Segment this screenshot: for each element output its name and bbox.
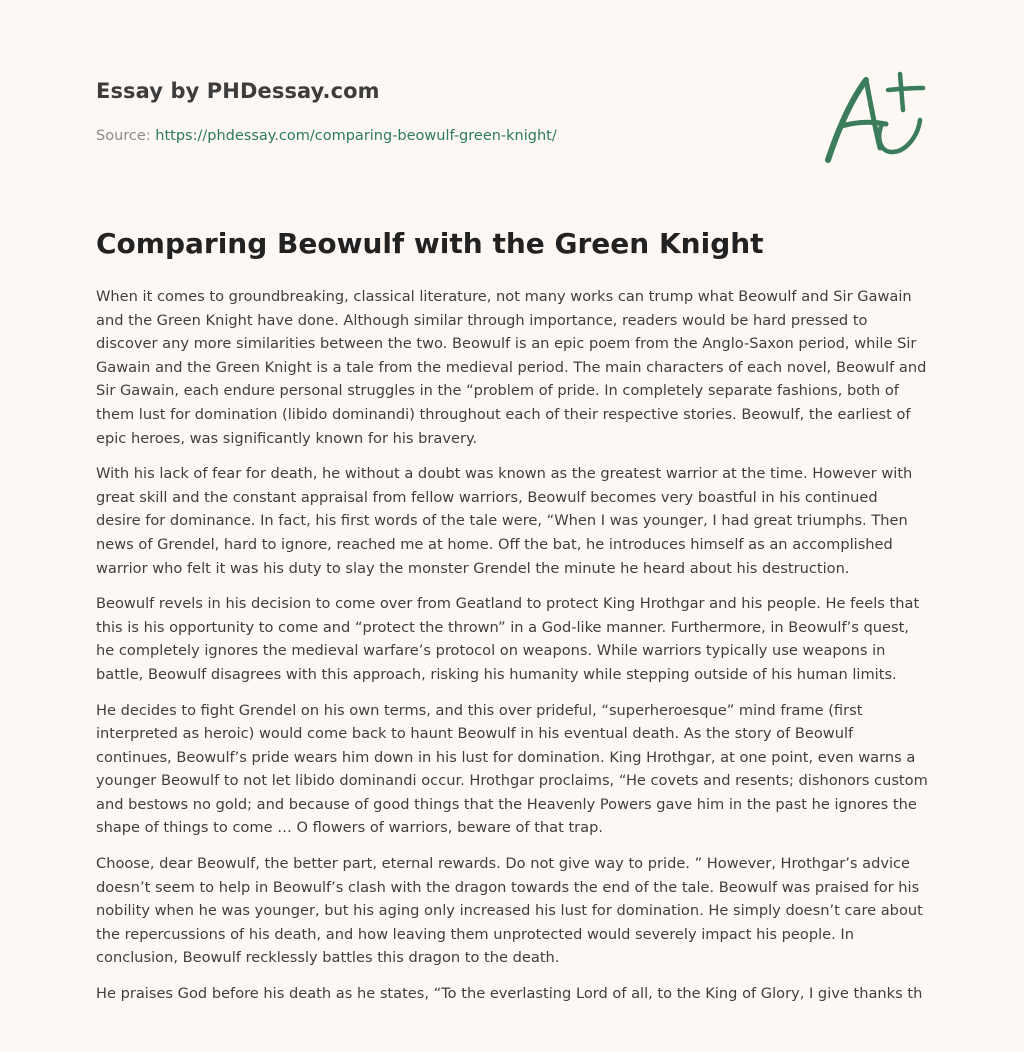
text-line: conclusion, Beowulf recklessly battles this dragon to the death. xyxy=(96,949,560,967)
text-line: Beowulf revels in his decision to come over from Geatland to protect King Hrothgar and his people. He feels that xyxy=(96,595,920,613)
text-line: nobility when he was younger, but his aging only increased his lust for domination. He simply doesn’t care about xyxy=(96,902,923,920)
text-line: Gawain and the Green Knight is a tale from the medieval period. The main characters of each novel, Beowulf and xyxy=(96,358,927,376)
text-line: When it comes to groundbreaking, classical literature, not many works can trump what Beowulf and Sir Gawain xyxy=(96,288,912,305)
page-header xyxy=(96,78,796,146)
text-line: discover any more similarities between the two. Beowulf is an epic poem from the Anglo-Saxon period, while Sir xyxy=(96,335,917,353)
a-plus-logo-svg xyxy=(822,66,926,166)
text-line: battle, Beowulf disagrees with this approach, risking his humanity while stepping outside of his human limits. xyxy=(96,665,897,683)
text-line: great skill and the constant appraisal from fellow warriors, Beowulf becomes very boastful in his continued xyxy=(96,488,878,506)
paragraph xyxy=(96,285,930,450)
text-line: doesn’t seem to help in Beowulf’s clash with the dragon towards the end of the tale. Beowulf was praised for his xyxy=(96,878,920,896)
paragraph xyxy=(96,592,930,686)
article-title: Comparing Beowulf with the Green Knight xyxy=(96,227,764,260)
paragraph xyxy=(96,982,930,1006)
text-line: and bestows no gold; and because of good things that the Heavenly Powers gave him in the past he ignores the xyxy=(96,795,917,813)
text-line: and the Green Knight have done. Although similar through importance, readers would be hard pressed to xyxy=(96,311,868,329)
text-line: he completely ignores the medieval warfare’s protocol on weapons. While warriors typically use weapons in xyxy=(96,642,886,660)
site-brand: Essay by PHDessay.com xyxy=(96,79,380,103)
paragraph xyxy=(96,462,930,580)
paragraph xyxy=(96,852,930,970)
text-line: this is his opportunity to come and “protect the thrown” in a God-like manner. Furthermore, in Beowulf’s quest, xyxy=(96,618,909,636)
text-line: With his lack of fear for death, he without a doubt was known as the greatest warrior at the time. However with xyxy=(96,465,913,483)
text-line: news of Grendel, hard to ignore, reached me at home. Off the bat, he introduces himself as an accomplished xyxy=(96,535,893,553)
text-line: Choose, dear Beowulf, the better part, eternal rewards. Do not give way to pride. ” However, Hrothgar’s advice xyxy=(96,855,911,873)
text-line: younger Beowulf to not let libido dominandi occur. Hrothgar proclaims, “He covets and resents; dishonors custom xyxy=(96,772,928,790)
text-line: the repercussions of his death, and how leaving them unprotected would severely impact his people. In xyxy=(96,925,854,943)
text-line: He decides to fight Grendel on his own terms, and this over prideful, “superheroesque” mind frame (first xyxy=(96,701,863,719)
text-line: epic heroes, was significantly known for his bravery. xyxy=(96,429,478,447)
text-line: Sir Gawain, each endure personal struggles in the “problem of pride. In completely separate fashions, both of xyxy=(96,382,899,400)
a-plus-grade-icon xyxy=(822,66,926,166)
text-line: He praises God before his death as he states, “To the everlasting Lord of all, to the King of Glory, I give thanks th xyxy=(96,985,923,1003)
source-link[interactable]: https://phdessay.com/comparing-beowulf-green-knight/ xyxy=(155,128,557,144)
text-line: shape of things to come … O flowers of warriors, beware of that trap. xyxy=(96,819,604,837)
text-line: interpreted as heroic) would come back to haunt Beowulf in his eventual death. As the story of Beowulf xyxy=(96,725,854,743)
article-body xyxy=(96,285,930,1018)
source-line xyxy=(96,126,796,146)
source-label: Source: xyxy=(96,128,151,144)
paragraph xyxy=(96,699,930,841)
text-line: them lust for domination (libido dominandi) throughout each of their respective stories. Beowulf, the earliest of xyxy=(96,405,911,423)
text-line: desire for dominance. In fact, his first words of the tale were, “When I was younger, I had great triumphs. Then xyxy=(96,512,908,530)
text-line: warrior who felt it was his duty to slay the monster Grendel the minute he heard about his destruction. xyxy=(96,559,850,577)
text-line: continues, Beowulf’s pride wears him down in his lust for domination. King Hrothgar, at one point, even warns a xyxy=(96,748,916,766)
